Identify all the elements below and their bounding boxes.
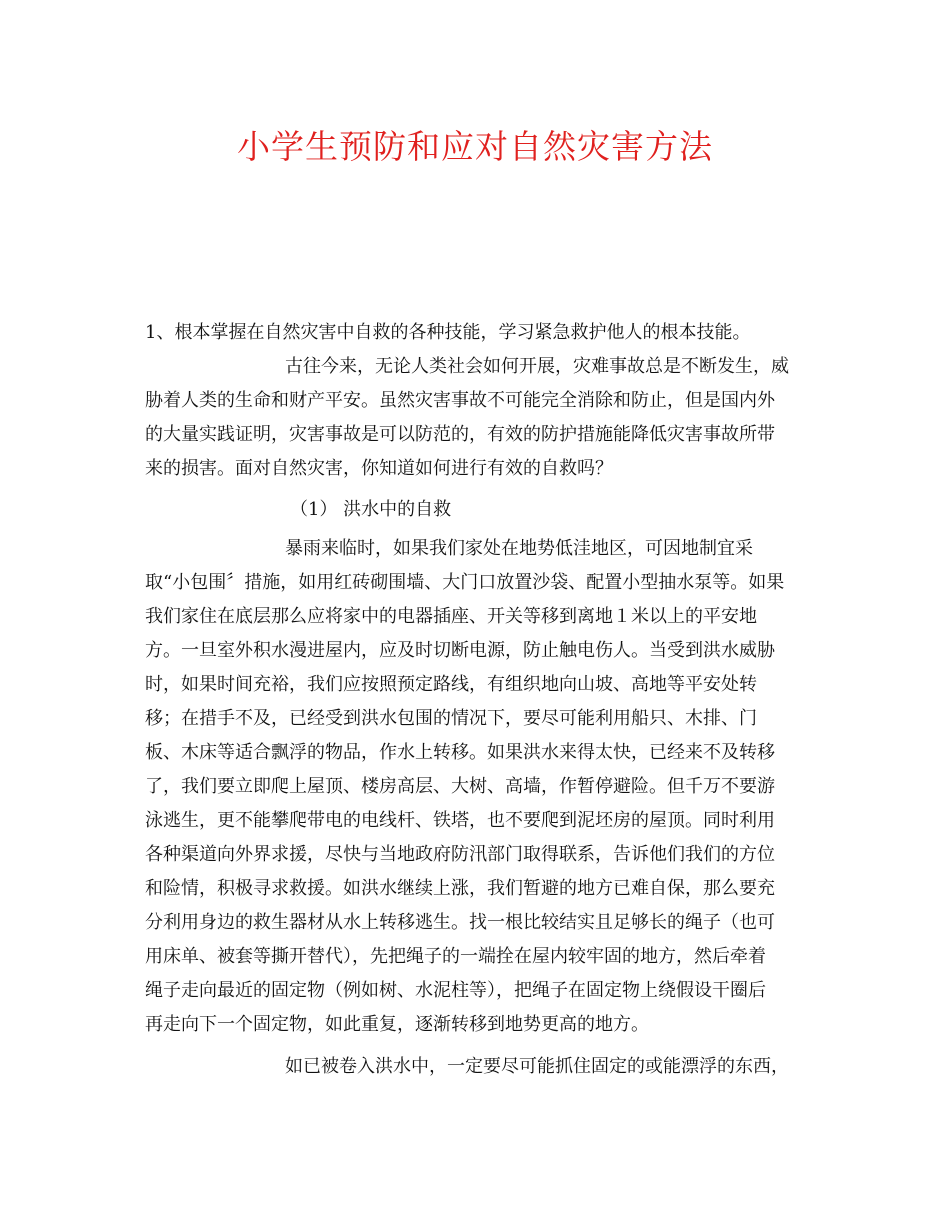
paragraph-line: 取“小包围〞措施，如用红砖砌围墙、大门口放置沙袋、配置小型抽水泵等。如果 (145, 572, 785, 593)
paragraph-line: 和险情，积极寻求救援。如洪水继续上涨，我们暂避的地方已难自保，那么要充 (145, 878, 775, 899)
paragraph-line: 的大量实践证明，灾害事故是可以防范的，有效的防护措施能降低灾害事故所带 (145, 424, 775, 445)
paragraph-line: 我们家住在底层那么应将家中的电器插座、开关等移到离地１米以上的平安地 (145, 606, 757, 627)
paragraph-line: 胁着人类的生命和财产平安。虽然灾害事故不可能完全消除和防止，但是国内外 (145, 390, 775, 411)
paragraph-line: 了，我们要立即爬上屋顶、楼房高层、大树、高墙，作暂停避险。但千万不要游 (145, 776, 775, 797)
paragraph-line: 暴雨来临时，如果我们家处在地势低洼地区，可因地制宜采 (285, 538, 753, 559)
document-title: 小学生预防和应对自然灾害方法 (237, 127, 713, 166)
paragraph-line: 各种渠道向外界求援，尽快与当地政府防汛部门取得联系，告诉他们我们的方位 (145, 844, 775, 865)
paragraph-line: 如已被卷入洪水中，一定要尽可能抓住固定的或能漂浮的东西， (285, 1056, 789, 1077)
paragraph-line: 泳逃生，更不能攀爬带电的电线杆、铁塔，也不要爬到泥坯房的屋顶。同时利用 (145, 810, 775, 831)
paragraph-line: 分利用身边的救生器材从水上转移逃生。找一根比较结实且足够长的绳子（也可 (145, 912, 775, 933)
heading-line: 1、根本掌握在自然灾害中自救的各种技能，学习紧急救护他人的根本技能。 (145, 322, 751, 343)
paragraph-line: 时，如果时间充裕，我们应按照预定路线，有组织地向山坡、高地等平安处转 (145, 674, 757, 695)
paragraph-line: 移；在措手不及，已经受到洪水包围的情况下，要尽可能利用船只、木排、门 (145, 708, 757, 729)
paragraph-line: 绳子走向最近的固定物（例如树、水泥柱等），把绳子在固定物上绕假设干圈后 (145, 980, 766, 1001)
paragraph-line: 来的损害。面对自然灾害，你知道如何进行有效的自救吗？ (145, 458, 613, 479)
paragraph-line: 用床单、被套等撕开替代），先把绳子的一端拴在屋内较牢固的地方，然后牵着 (145, 946, 766, 967)
paragraph-line: 方。一旦室外积水漫进屋内，应及时切断电源，防止触电伤人。当受到洪水威胁 (145, 640, 775, 661)
paragraph-line: 再走向下一个固定物，如此重复，逐渐转移到地势更高的地方。 (145, 1014, 649, 1035)
paragraph-line: 板、木床等适合飘浮的物品，作水上转移。如果洪水来得太快，已经来不及转移 (145, 742, 775, 763)
section-heading: （1） 洪水中的自救 (290, 499, 452, 520)
paragraph-line: 古往今来，无论人类社会如何开展，灾难事故总是不断发生，威 (285, 356, 789, 377)
